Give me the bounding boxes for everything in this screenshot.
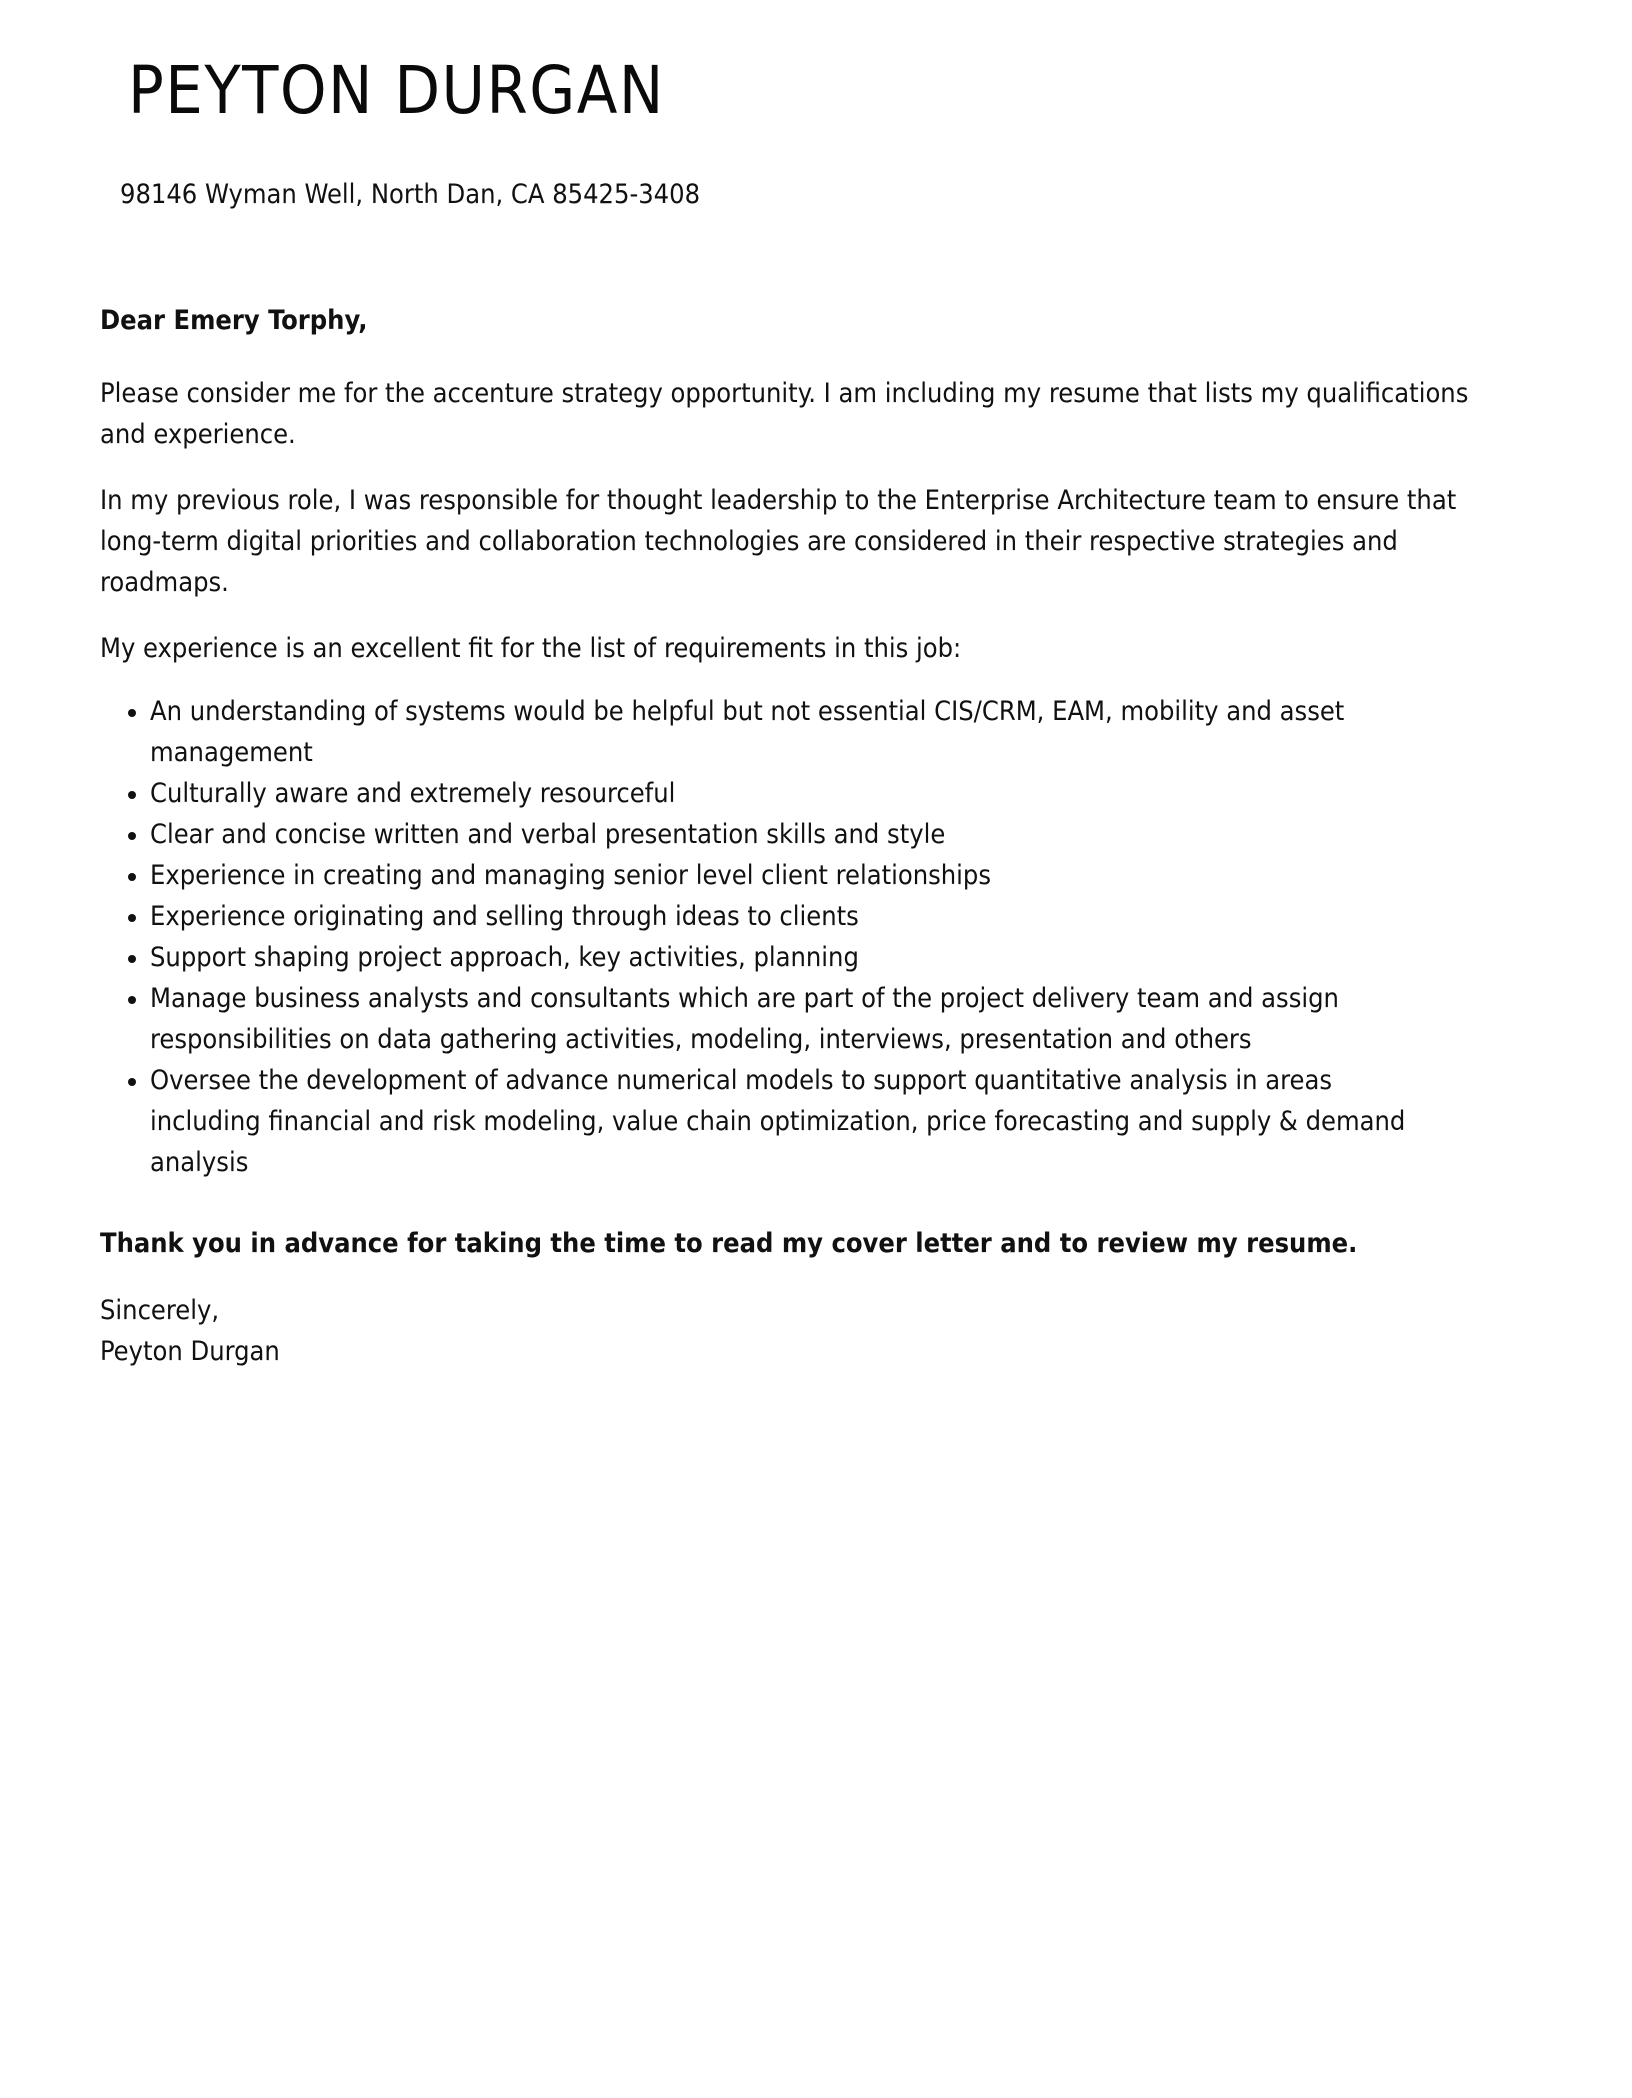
requirement-label: Manage business analysts and consultants which are part of the project delivery team and assign responsibilities on data gathering activities, modeling, interviews, presentation and others xyxy=(150,983,1339,1055)
page-title: PEYTON DURGAN xyxy=(128,52,665,129)
salutation: Dear Emery Torphy, xyxy=(100,305,368,336)
bullet-icon xyxy=(128,1060,138,1101)
requirement-item xyxy=(100,855,1440,896)
requirement-item xyxy=(100,937,1440,978)
requirement-item xyxy=(100,691,1440,773)
requirements-intro: My experience is an excellent fit for the list of requirements in this job: xyxy=(100,633,962,664)
requirement-label: Oversee the development of advance numerical models to support quantitative analysis in areas including financial and risk modeling, value chain optimization, price forecasting and supply & demand analysis xyxy=(150,1065,1406,1178)
bullet-icon xyxy=(128,855,138,896)
requirement-item xyxy=(100,978,1440,1060)
paragraph-experience: In my previous role, I was responsible for thought leadership to the Enterprise Architecture team to ensure that long-term digital priorities and collaboration technologies are considered in their respective strategies and roadmaps. xyxy=(100,485,1457,598)
letter-body xyxy=(100,300,1478,1372)
bullet-icon xyxy=(128,896,138,937)
paragraph-intro: Please consider me for the accenture strategy opportunity. I am including my resume that lists my qualifications and experience. xyxy=(100,378,1469,450)
signature-name: Peyton Durgan xyxy=(100,1336,280,1367)
bullet-icon xyxy=(128,691,138,732)
requirement-label: Experience in creating and managing senior level client relationships xyxy=(150,860,991,891)
requirement-item xyxy=(100,896,1440,937)
requirement-item xyxy=(100,773,1440,814)
bullet-icon xyxy=(128,937,138,978)
bullet-icon xyxy=(128,978,138,1019)
requirement-item xyxy=(100,1060,1440,1183)
requirement-label: Support shaping project approach, key activities, planning xyxy=(150,942,859,973)
closing-thanks: Thank you in advance for taking the time to read my cover letter and to review my resume. xyxy=(100,1228,1358,1259)
bullet-icon xyxy=(128,814,138,855)
requirement-label: Culturally aware and extremely resourceful xyxy=(150,778,676,809)
requirement-item xyxy=(100,814,1440,855)
requirements-list-wrapper xyxy=(100,691,1440,1183)
sign-off: Sincerely, xyxy=(100,1295,220,1326)
signature-block xyxy=(100,1290,1478,1372)
sender-address: 98146 Wyman Well, North Dan, CA 85425-3408 xyxy=(120,179,701,210)
requirement-label: Clear and concise written and verbal presentation skills and style xyxy=(150,819,946,850)
requirements-list xyxy=(100,691,1440,1183)
bullet-icon xyxy=(128,773,138,814)
requirement-label: Experience originating and selling through ideas to clients xyxy=(150,901,859,932)
requirement-label: An understanding of systems would be helpful but not essential CIS/CRM, EAM, mobility and asset management xyxy=(150,696,1345,768)
